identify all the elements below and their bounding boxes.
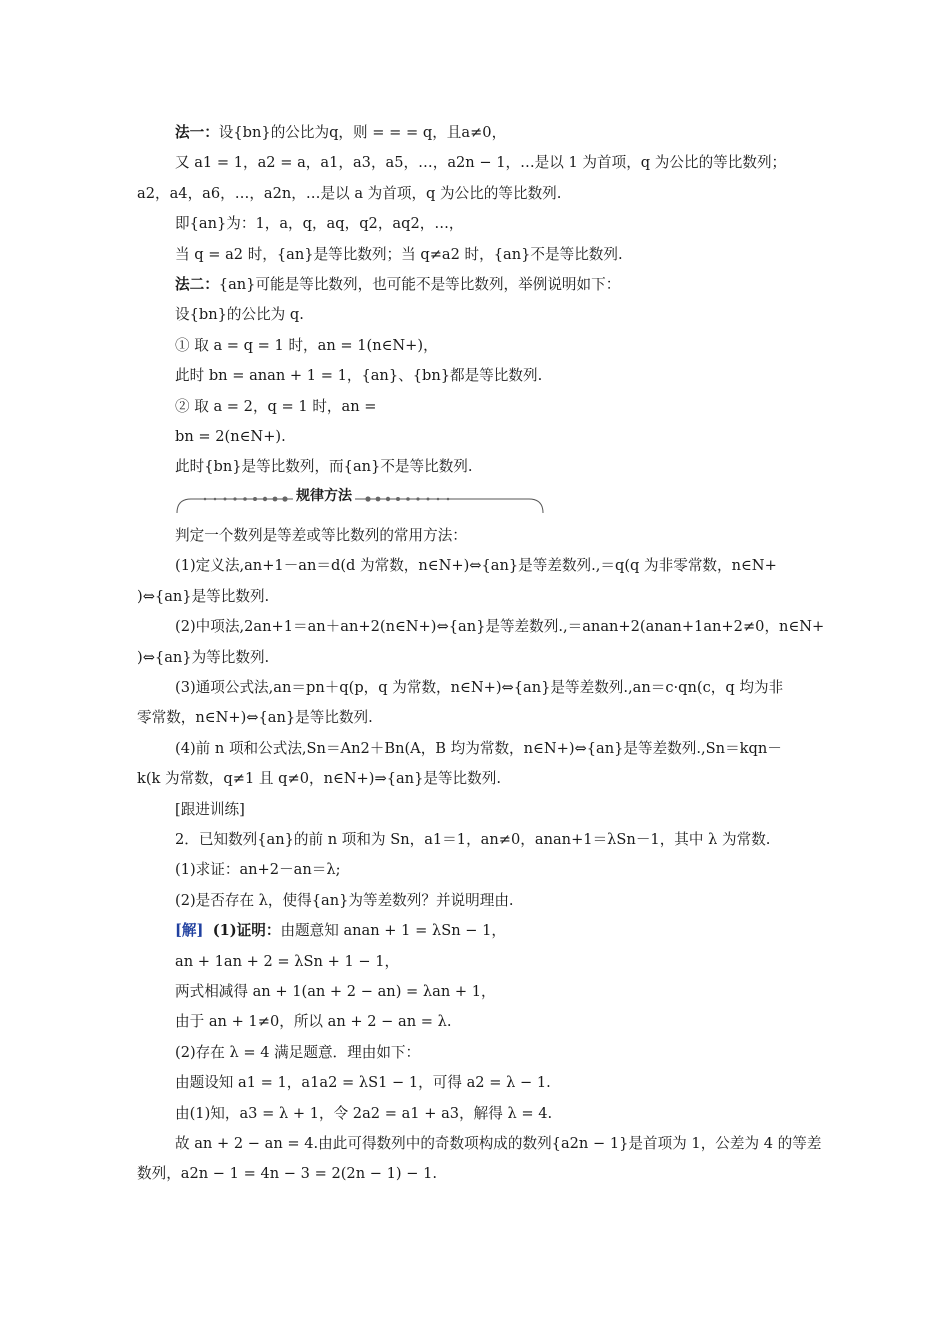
rule-line-7: (4)前 n 项和公式法,Sn＝An2＋Bn(A，B 均为常数，n∈N+)⇔{an}是等差数列.,Sn＝kqn－ bbox=[175, 739, 782, 757]
method2-line-5: ② 取 a = 2，q = 1 时，an = bbox=[175, 397, 377, 415]
method2-line-3: ① 取 a = q = 1 时，an = 1(n∈N+)， bbox=[175, 336, 438, 354]
banner-dots-left bbox=[204, 496, 288, 501]
solution-line-2: an + 1an + 2 = λSn + 1 − 1， bbox=[175, 952, 400, 970]
solution-line-1: [解] (1)证明：由题意知 anan + 1 = λSn − 1， bbox=[175, 922, 506, 940]
banner-frame bbox=[175, 485, 545, 521]
solution-line-9: 数列，a2n − 1 = 4n − 3 = 2(2n − 1) − 1. bbox=[137, 1165, 438, 1183]
method1-line-4: 即{an}为：1，a，q，aq，q2，aq2，…， bbox=[175, 215, 464, 233]
rule-line-6: 零常数，n∈N+)⇔{an}是等比数列. bbox=[137, 709, 373, 727]
method-banner bbox=[175, 485, 545, 521]
solution-line-7: 由(1)知，a3 = λ + 1，令 2a2 = a1 + a3，解得 λ = 4. bbox=[175, 1104, 553, 1122]
rule-line-1: (1)定义法,an+1－an＝d(d 为常数，n∈N+)⇔{an}是等差数列.,＝q(q 为非零常数，n∈N+ bbox=[175, 557, 777, 575]
solution-line-3: 两式相减得 an + 1(an + 2 − an) = λan + 1， bbox=[175, 982, 496, 1000]
proof-label: (1)证明： bbox=[212, 922, 281, 940]
banner-title: 规律方法 bbox=[293, 486, 355, 506]
method2-line-2: 设{bn}的公比为 q. bbox=[175, 306, 304, 324]
practice-problem: 2．已知数列{an}的前 n 项和为 Sn，a1＝1，an≠0，anan+1＝λSn－1，其中 λ 为常数. bbox=[175, 830, 771, 848]
solution-line-8: 故 an + 2 − an = 4.由此可得数列中的奇数项构成的数列{a2n − 1}是首项为 1，公差为 4 的等差 bbox=[175, 1135, 822, 1152]
method2-line-1: 法二：{an}可能是等比数列，也可能不是等比数列，举例说明如下： bbox=[175, 276, 621, 294]
rule-line-4: )⇔{an}为等比数列. bbox=[137, 648, 270, 666]
method1-line-1: 法一：设{bn}的公比为q，则 = = = q，且a≠0， bbox=[175, 124, 507, 141]
rule-line-2: )⇔{an}是等比数列. bbox=[137, 587, 270, 605]
practice-heading: [跟进训练] bbox=[175, 800, 245, 818]
method1-line-2: 又 a1 = 1，a2 = a，a1，a3，a5，…，a2n − 1，…是以 1 为首项，q 为公比的等比数列； bbox=[175, 154, 787, 172]
practice-part-1: (1)求证：an+2－an＝λ; bbox=[175, 861, 341, 879]
solution-line-6: 由题设知 a1 = 1，a1a2 = λS1 − 1，可得 a2 = λ − 1. bbox=[175, 1074, 551, 1092]
method2-line-6: bn = 2(n∈N+). bbox=[175, 428, 286, 446]
banner-dots-right bbox=[365, 496, 449, 501]
method2-line-4: 此时 bn = anan + 1 = 1，{an}、{bn}都是等比数列. bbox=[175, 367, 543, 385]
rule-line-8: k(k 为常数，q≠1 且 q≠0，n∈N+)⇒{an}是等比数列. bbox=[137, 770, 501, 788]
method1-line-5: 当 q = a2 时，{an}是等比数列；当 q≠a2 时，{an}不是等比数列. bbox=[175, 245, 623, 263]
method2-label: 法二： bbox=[175, 276, 219, 294]
document-page bbox=[137, 118, 825, 1190]
method2-line-7: 此时{bn}是等比数列，而{an}不是等比数列. bbox=[175, 458, 473, 476]
rules-intro: 判定一个数列是等差或等比数列的常用方法： bbox=[175, 526, 467, 544]
practice-part-2: (2)是否存在 λ，使得{an}为等差数列？并说明理由. bbox=[175, 891, 514, 909]
method1-label: 法一： bbox=[175, 124, 219, 141]
solution-line-4: 由于 an + 1≠0，所以 an + 2 − an = λ. bbox=[175, 1013, 452, 1031]
solution-tag: [解] bbox=[175, 922, 204, 940]
rule-line-3: (2)中项法,2an+1＝an＋an+2(n∈N+)⇔{an}是等差数列.,＝anan+2(anan+1an+2≠0，n∈N+ bbox=[175, 618, 825, 636]
rule-line-5: (3)通项公式法,an＝pn＋q(p，q 为常数，n∈N+)⇔{an}是等差数列.,an＝c·qn(c，q 均为非 bbox=[175, 678, 784, 696]
solution-line-5: (2)存在 λ = 4 满足题意．理由如下： bbox=[175, 1043, 421, 1061]
method1-line-3: a2，a4，a6，…，a2n，…是以 a 为首项，q 为公比的等比数列. bbox=[137, 184, 562, 202]
